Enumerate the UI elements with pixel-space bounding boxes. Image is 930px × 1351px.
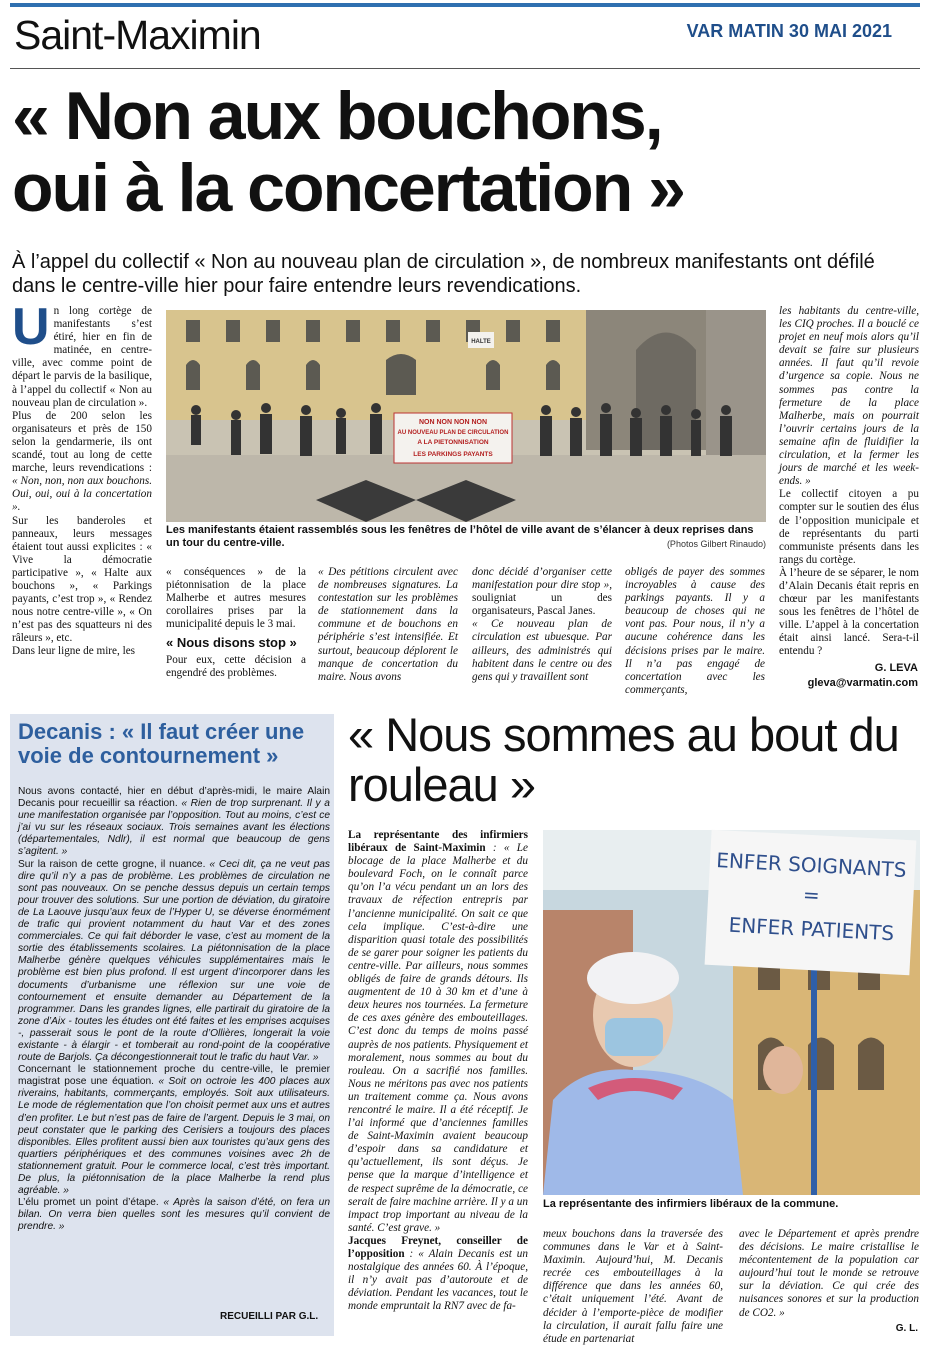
quote: « Non, non, non aux bouchons. Oui, oui, oui à la concertation ». (12, 475, 152, 514)
paragraph: n long cortège de manifestants s’est étiré, hier en fin de matinée, en centre-ville, avec comme point de départ le parvis de la basilique, à l’appel du collectif « Non au nouveau plan de circulation ». (12, 305, 152, 409)
paragraph: « conséquences » de la piétonnisation de la place Malherbe et autres mesures corollaires prises par la municipalité depuis le 3 mai. (166, 566, 306, 631)
article1-column-3 (318, 566, 458, 691)
intertitle: « Nous disons stop » (166, 635, 297, 651)
paragraph: meux bouchons dans la traversée des communes dans le Var et à Saint-Maximin. Aujourd’hui, M. Decanis recrée ces embouteillages à la différence que dans les années 60, c’était uniquement l’été. Avant de décider à l’emporte-pièce de modifier la circulation, il aurait fallu faire une étude en partenariat (543, 1228, 723, 1345)
article1-column-1 (12, 298, 152, 690)
paragraph: « Ce nouveau plan de circulation est ubuesque. Par ailleurs, des administrés qui habitent dans le centre ou des gens qui y travaillent sont (472, 618, 612, 683)
paragraph: donc décidé d’organiser cette manifestation pour dire stop », souligniat un des organisateurs, Pascal Janes. (472, 566, 612, 618)
article2-column-1 (348, 829, 528, 1338)
paragraph: L’élu promet un point d’étape. « Après la saison d’été, on fera un bilan. On verra bien quelles sont les mesures qu’il convient de prendre. » (18, 1197, 330, 1233)
author-email[interactable]: gleva@varmatin.com (807, 677, 918, 689)
demonstration-illustration (166, 310, 766, 522)
paragraph: Le collectif citoyen a pu compter sur le soutien des élus de l’opposition municipale et de représentants du parti communiste présents dans les rangs du cortège. (779, 488, 919, 566)
banner-line: LES PARKINGS PAYANTS (413, 451, 493, 458)
sign-text: ENFER SOIGNANTS (715, 848, 908, 882)
sign-text: HALTE (471, 339, 491, 345)
paragraph: Pour eux, cette décision a engendré des problèmes. (166, 653, 306, 679)
paragraph: À l’heure de se séparer, le nom d’Alain Decanis était repris en chœur par les manifestants sous les fenêtres de l’hôtel de ville. L’appel à la concertation était ainsi lancé. Sera-t-il entendu ? (779, 566, 919, 658)
sign-text: ENFER PATIENTS (728, 912, 895, 946)
top-accent-bar (10, 3, 920, 7)
box-signature: RECUEILLI PAR G.L. (220, 1311, 319, 1322)
main-headline (12, 80, 912, 224)
paragraph: avec le Département et après prendre des décisions. Le maire cristallise le mécontentement de la population car aujourd’hui tout le monde se retrouve sur la déviation. Ce qui crée des nuisances sonores et sur la production de CO2. » (739, 1228, 919, 1319)
nurse-illustration (543, 830, 920, 1195)
headline-line-1: « Non aux bouchons, (12, 78, 662, 154)
demonstration-photo (166, 310, 766, 522)
paragraph: La représentante des infirmiers libéraux de Saint-Maximin : « Le blocage de la place Malherbe et du boulevard Foch, on le connaît parce qu’on l’a vécu pendant un an lors des travaux de réfection entrepris par l’ancienne municipalité. On sait ce que cela implique. C’est-à-dire une disparition quasi totale des possibilités de se garer pour soigner les patients du centre-ville. Par ailleurs, nous sommes obligés de faire de grands détours. Ils augmentent de 10 à 30 km et d’une à deux heures nos tournées. La fermeture de ces axes génère des embouteillages. C’est donc du temps de moins passé auprès de nos patients. Physiquement et moralement, nous sommes au bout du rouleau. On a sacrifié nos familles. Nous ne méritons pas avec nos patients un traitement comme ça. Nous avons rencontré le maire. Il a été réceptif. Je l’ai informé que d’anciennes familles de Saint-Maximin avaient beaucoup d’espoir dans sa candidature et qu’actuellement, ils sont déçus. Je pense que la marque d’intelligence et de respect suprême de la démocratie, ce serait de faire machine arrière. Il y a un impact trop important au niveau de la santé. C’est grave. » (348, 829, 528, 1234)
article1-column-5 (625, 566, 765, 696)
second-headline: « Nous sommes au bout du rouleau » (348, 708, 899, 811)
photo-credit: (Photos Gilbert Rinaudo) (666, 539, 766, 549)
header-rule (10, 68, 920, 69)
banner-line: AU NOUVEAU PLAN DE CIRCULATION (397, 430, 509, 436)
paragraph: Dans leur ligne de mire, les (12, 645, 136, 658)
dateline: VAR MATIN 30 MAI 2021 (686, 21, 892, 41)
paragraph: obligés de payer des sommes incroyables à cause des parkings payants. Il y a beaucoup de choses qui ne vont pas. Pour nous, il n’y a aucune cohérence dans les décisions prises par le maire. Il n’a pas engagé de concertation avec les commerçants, (625, 566, 765, 696)
author-signature: G. L. (895, 1323, 918, 1334)
paragraph: Concernant le stationnement proche du centre-ville, le premier magistrat pose une équation. « Soit on octroie les 400 places aux riverains, habitants, commerçants, employés. Soit aux utilisateurs. Le mode de réglementation que l’on choisit permet aux uns et autres d’en profiter. Le but n’est pas de faire de l’argent. Depuis le 3 mai, on peut constater que le parking des Cerisiers a toujours des places disponibles. Elles profitent aussi bien aux touristes qu’aux gens des quartiers périphériques et des communes voisines avec 2h de stationnement gratuit. Pour le commerce local, c’est très important. De plus, la piétonnisation de la place Malherbe la rend plus agréable. » (18, 1064, 330, 1197)
paragraph: Sur la raison de cette grogne, il nuance. « Ceci dit, ça ne veut pas dire qu’il n’y a pas de problème. Les problèmes de circulation ne sont pas nouveaux. On se penche dessus depuis un certain temps pour trouver des solutions. Sur une portion de déviation, du giratoire de La Laouve jusqu’aux feux de l’Hyper U, se déverse énormément de trafic qui provient notamment du haut Var et des zones commerciales. Ce qui fait déborder le vase, c’est au moment de la sortie des établissements scolaires. La piétonnisation de la place Malherbe génère quelques véhicules supplémentaires mais le problème est bien plus profond. Il est urgent d’incorporer dans les documents d’urbanisme une réflexion sur une voie de contournement et ensuite demander au Département de la programmer. Dans les grandes lignes, elle partirait du giratoire de la zone d’Aix - toutes les études ont été faites et les emprises acquises -, passerait sous le pont de la route d’Ollières, longerait la voie existante - à élargir - et tomberait au rond-point de la coopérative route de Barjols. Ça décongestionnerait tout le trafic du haut Var. » (18, 858, 330, 1064)
article-lead: À l’appel du collectif « Non au nouveau plan de circulation », de nombreux manifestants ont défilé dans le centre-ville hier pour faire entendre leurs revendications. (12, 251, 875, 297)
headline-line-2: oui à la concertation » (12, 150, 684, 226)
paragraph: Plus de 200 selon les organisateurs et près de 150 selon la gendarmerie, ils ont scandé, tout au long de cette marche, leurs revendications : « Non, non, non aux bouchons. Oui, oui, oui à la concertation ». (12, 409, 152, 514)
paragraph: Jacques Freynet, conseiller de l’opposition : « Alain Decanis est un nostalgique des années 60. À l’époque, il n’y avait pas d’autoroute et de déviation. Pendant les vacances, tout le monde empruntait la RN7 avec de fa- (348, 1234, 528, 1313)
photo-caption: Les manifestants étaient rassemblés sous les fenêtres de l’hôtel de ville avant de s’élancer à deux reprises dans un tour du centre-ville. (166, 524, 754, 549)
paragraph: « Des pétitions circulent avec de nombreuses signatures. La contestation sur les problèmes de stationnement dans la commune et de bouchons en périphérie s’est intensifiée. Et surtout, beaucoup déplorent le manque de concertation du maire. Nous avons (318, 566, 458, 683)
paragraph: Sur les banderoles et panneaux, leurs messages étaient tout aussi explicites : « Vive la démocratie participative », « Halte aux bouchons », « Parkings payants, c’est trop », « Rendez nous notre centre-ville », « On n’est pas des squatteurs ni des râleurs », etc. (12, 514, 152, 645)
paragraph: les habitants du centre-ville, les CIQ proches. Il a bouclé ce projet en neuf mois alors qu’il devait se faire sur plusieurs années. Il faut qu’il revoie d’urgence sa copie. Nous ne sommes pas contre la fermeture de la place Malherbe, mais on pourrait l’ouvrir certains jours de la semaine afin de fluidifier la circulation, et la fermer les jours de marché et les week-ends. » (779, 305, 919, 488)
paragraph: Nous avons contacté, hier en début d’après-midi, le maire Alain Decanis pour recueillir sa réaction. « Rien de trop surprenant. Il y a une manifestation organisée par l’opposition. Tout au moins, c’est ce j’ai vu sur les réseaux sociaux. Trois semaines avant les élections (départementales, Ndlr), il est normal que beaucoup de gens s’agitent. » (18, 786, 330, 858)
banner-line: A LA PIETONNISATION (417, 439, 489, 446)
box-body (18, 786, 330, 1233)
banner-line: NON NON NON NON (418, 419, 488, 426)
section-rubric: Saint-Maximin (14, 12, 261, 58)
article1-column-2 (166, 566, 306, 691)
drop-cap: U (12, 298, 50, 356)
article2-column-3 (739, 1228, 919, 1320)
sign-text: = (802, 882, 821, 908)
photo-caption: La représentante des infirmiers libéraux de la commune. (543, 1198, 839, 1210)
author-signature: G. LEVA (874, 662, 918, 674)
nurse-photo (543, 830, 920, 1195)
article1-column-4 (472, 566, 612, 691)
article1-column-6 (779, 305, 919, 657)
article2-column-2 (543, 1228, 723, 1345)
box-title: Decanis : « Il faut créer une voie de contournement » (18, 719, 305, 768)
